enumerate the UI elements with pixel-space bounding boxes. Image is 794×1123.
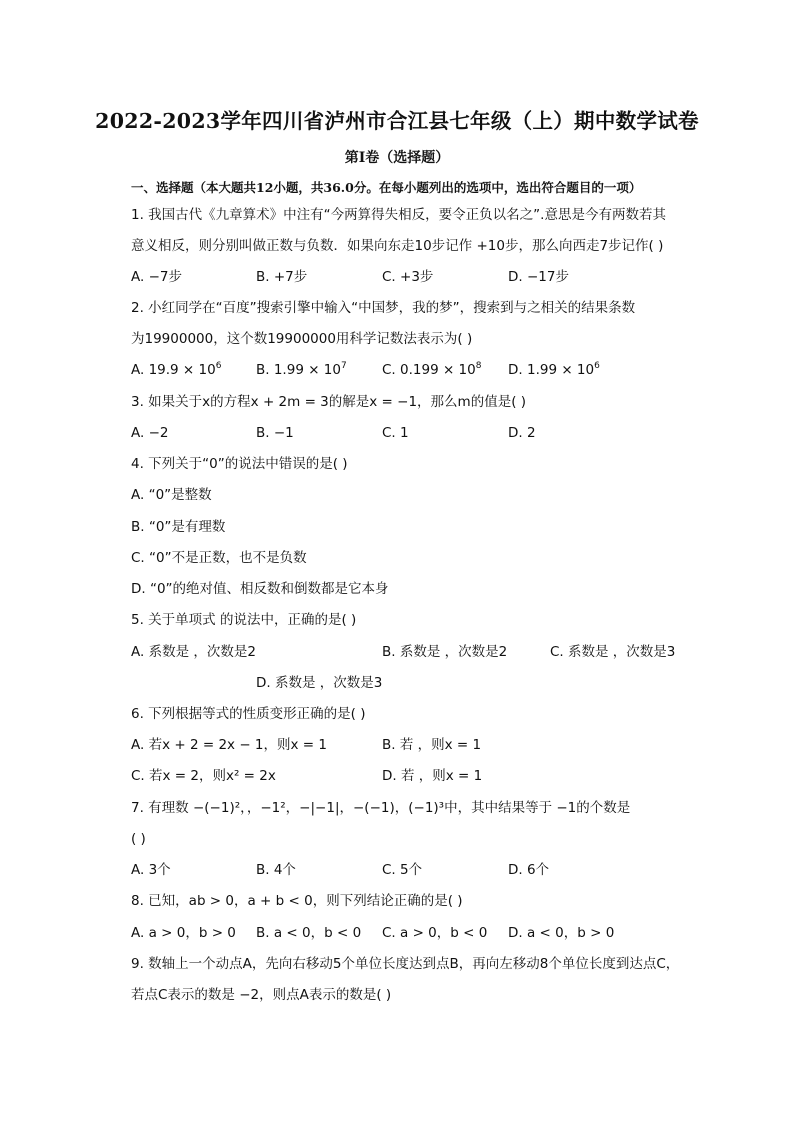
q2-text-line1: 2. 小红同学在“百度”搜索引擎中输入“中国梦，我的梦”，搜索到与之相关的结果条数 bbox=[131, 300, 636, 316]
q8-text-line1: 8. 已知，ab > 0，a + b < 0，则下列结论正确的是( ) bbox=[131, 893, 463, 909]
q3-option-c: C. 1 bbox=[382, 425, 409, 441]
q3-text-line1: 3. 如果关于x的方程x + 2m = 3的解是x = −1，那么m的值是( ) bbox=[131, 394, 527, 410]
q3-option-d: D. 2 bbox=[508, 425, 536, 441]
q7-text-line1: 7. 有理数 −(−1)²，，−1²，−|−1|，−(−1)，(−1)³中，其中结果等于 −1的个数是 bbox=[131, 800, 631, 816]
q4-option-c: C. “0”不是正数，也不是负数 bbox=[131, 550, 307, 566]
q2-option-a: A. $19.9 \times 10^6$ bbox=[131, 361, 222, 378]
q1-option-c: C. +3步 bbox=[382, 269, 434, 285]
q6-option-b: B. 若 ，则x = 1 bbox=[382, 737, 482, 753]
q1-option-d: D. −17步 bbox=[508, 269, 569, 285]
q5-option-a: A. 系数是 ，次数是2 bbox=[131, 644, 256, 660]
q7-option-a: A. 3个 bbox=[131, 862, 171, 878]
q5-text-line1: 5. 关于单项式 的说法中，正确的是( ) bbox=[131, 612, 357, 628]
q1-text-line2: 意义相反，则分别叫做正数与负数．如果向东走10步记作 +10步，那么向西走7步记作( ) bbox=[131, 238, 664, 254]
q6-text-line1: 6. 下列根据等式的性质变形正确的是( ) bbox=[131, 706, 366, 722]
q3-option-a: A. −2 bbox=[131, 425, 169, 441]
q3-option-b: B. −1 bbox=[256, 425, 294, 441]
q4-option-a: A. “0”是整数 bbox=[131, 487, 212, 503]
q5-option-d: D. 系数是 ，次数是3 bbox=[256, 675, 383, 691]
q6-option-d: D. 若 ，则x = 1 bbox=[382, 768, 483, 784]
exam-title: 2022-2023学年四川省泸州市合江县七年级（上）期中数学试卷 bbox=[95, 109, 699, 133]
q1-option-b: B. +7步 bbox=[256, 269, 308, 285]
q7-option-b: B. 4个 bbox=[256, 862, 296, 878]
q4-option-b: B. “0”是有理数 bbox=[131, 519, 226, 535]
q4-text-line1: 4. 下列关于“0”的说法中错误的是( ) bbox=[131, 456, 348, 472]
q6-option-c: C. 若x = 2，则x² = 2x bbox=[131, 768, 276, 784]
q8-option-d: D. a < 0，b > 0 bbox=[508, 925, 615, 941]
q5-option-c: C. 系数是 ，次数是3 bbox=[550, 644, 676, 660]
q7-text-line2: ( ) bbox=[131, 831, 146, 847]
q7-option-d: D. 6个 bbox=[508, 862, 550, 878]
q8-option-a: A. a > 0，b > 0 bbox=[131, 925, 236, 941]
q2-text-line2: 为19900000，这个数19900000用科学记数法表示为( ) bbox=[131, 331, 473, 347]
q2-option-b: B. $1.99 \times 10^7$ bbox=[256, 361, 347, 378]
q5-option-b: B. 系数是 ，次数是2 bbox=[382, 644, 508, 660]
volume-heading: 第Ⅰ卷（选择题） bbox=[344, 150, 450, 166]
q9-text-line2: 若点C表示的数是 −2，则点A表示的数是( ) bbox=[131, 987, 392, 1003]
q1-option-a: A. −7步 bbox=[131, 269, 182, 285]
q8-option-b: B. a < 0，b < 0 bbox=[256, 925, 362, 941]
q2-option-c: C. $0.199 \times 10^8$ bbox=[382, 361, 482, 378]
q6-option-a: A. 若x + 2 = 2x − 1，则x = 1 bbox=[131, 737, 327, 753]
q9-text-line1: 9. 数轴上一个动点A，先向右移动5个单位长度达到点B，再向左移动8个单位长度到达点C， bbox=[131, 956, 680, 972]
q1-text-line1: 1. 我国古代《九章算术》中注有“今两算得失相反，要令正负以名之”.意思是今有两数若其 bbox=[131, 207, 666, 223]
q7-option-c: C. 5个 bbox=[382, 862, 423, 878]
q8-option-c: C. a > 0，b < 0 bbox=[382, 925, 488, 941]
section-heading: 一、选择题（本大题共12小题，共36.0分。在每小题列出的选项中，选出符合题目的一项） bbox=[131, 180, 642, 195]
q2-option-d: D. $1.99 \times 10^6$ bbox=[508, 361, 600, 378]
q4-option-d: D. “0”的绝对值、相反数和倒数都是它本身 bbox=[131, 581, 389, 597]
